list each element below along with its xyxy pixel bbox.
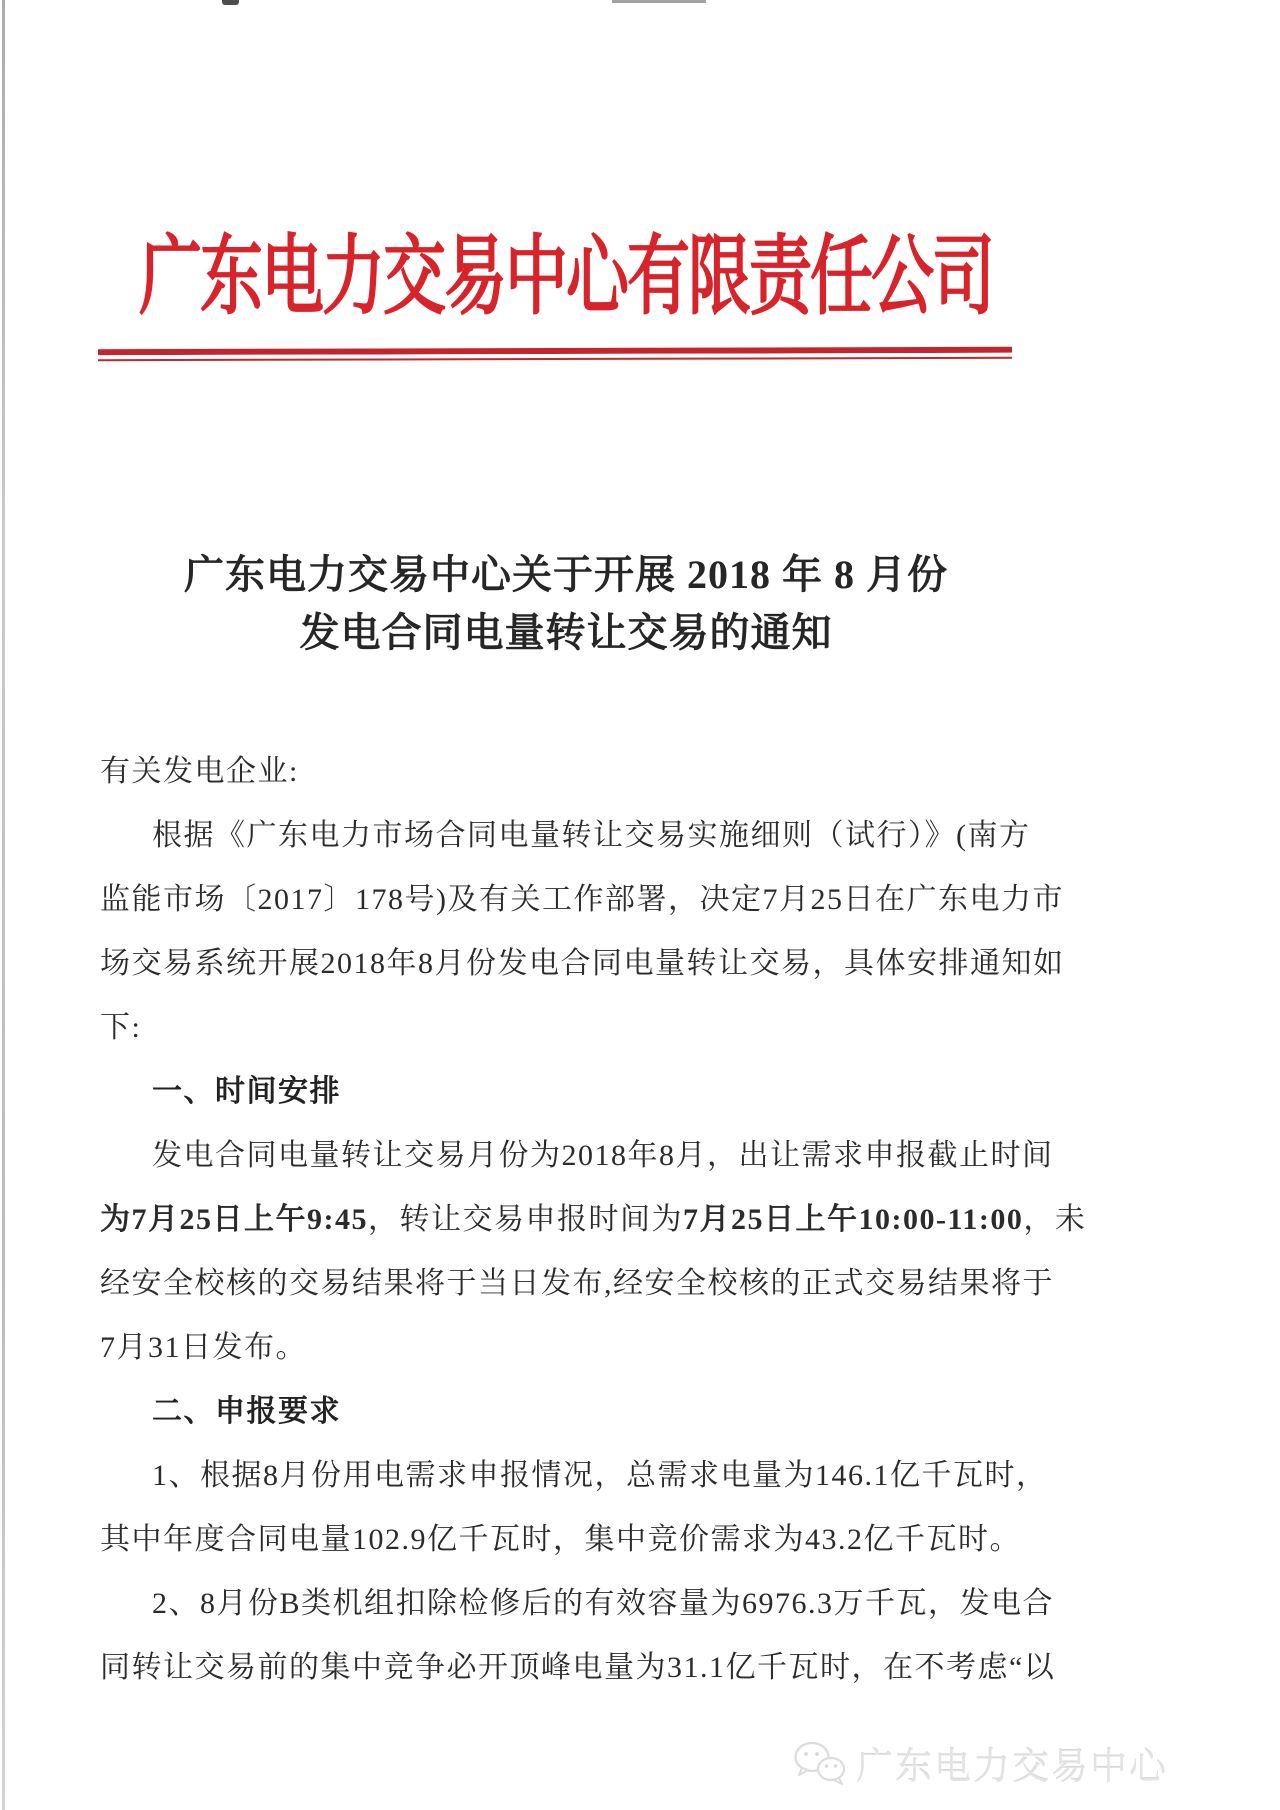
letterhead — [100, 205, 1032, 333]
document-title-line-2: 发电合同电量转让交易的通知 — [299, 610, 833, 655]
letterhead-double-rule — [98, 347, 1012, 361]
body-line: 1、根据8月份用电需求申报情况，总需求电量为146.1亿千瓦时， — [152, 1459, 1048, 1492]
body-line: 发电合同电量转让交易月份为2018年8月，出让需求申报截止时间 — [152, 1139, 1054, 1172]
salutation: 有关发电企业: — [100, 755, 299, 788]
footer-watermark — [792, 1736, 1168, 1790]
document-title-line-1: 广东电力交易中心关于开展 2018 年 8 月份 — [184, 552, 948, 597]
body-line: 根据《广东电力市场合同电量转让交易实施细则（试行）》(南方 — [152, 819, 1031, 852]
body-line: 为7月25日上午9:45，转让交易申报时间为7月25日上午10:00-11:00，未 — [100, 1203, 1087, 1236]
document-body — [100, 740, 1087, 1700]
body-line: 7月31日发布。 — [100, 1331, 307, 1364]
watermark-text: 广东电力交易中心 — [856, 1746, 1168, 1787]
body-line: 2、8月份B类机组扣除检修后的有效容量为6976.3万千瓦，发电合 — [152, 1587, 1055, 1620]
body-line: 场交易系统开展2018年8月份发电合同电量转让交易，具体安排通知如 — [100, 947, 1065, 980]
wechat-icon — [792, 1739, 848, 1787]
body-line: 监能市场〔2017〕178号)及有关工作部署，决定7月25日在广东电力市 — [100, 883, 1064, 916]
body-line: 同转让交易前的集中竞争必开顶峰电量为31.1亿千瓦时，在不考虑“以 — [100, 1651, 1056, 1684]
scan-artifact-top-mark — [222, 0, 239, 5]
body-line: 其中年度合同电量102.9亿千瓦时，集中竞价需求为43.2亿千瓦时。 — [100, 1523, 1021, 1556]
section-heading-1: 一、时间安排 — [152, 1075, 341, 1108]
scan-artifact-top-line — [612, 0, 706, 3]
section-heading-2: 二、申报要求 — [152, 1395, 341, 1428]
scan-artifact-left-edge — [2, 0, 5, 1810]
body-line: 下: — [100, 1011, 142, 1044]
document-title — [60, 546, 1072, 662]
body-line: 经安全校核的交易结果将于当日发布,经安全校核的正式交易结果将于 — [100, 1267, 1054, 1300]
letterhead-company-name: 广东电力交易中心有限责任公司 — [139, 228, 993, 325]
